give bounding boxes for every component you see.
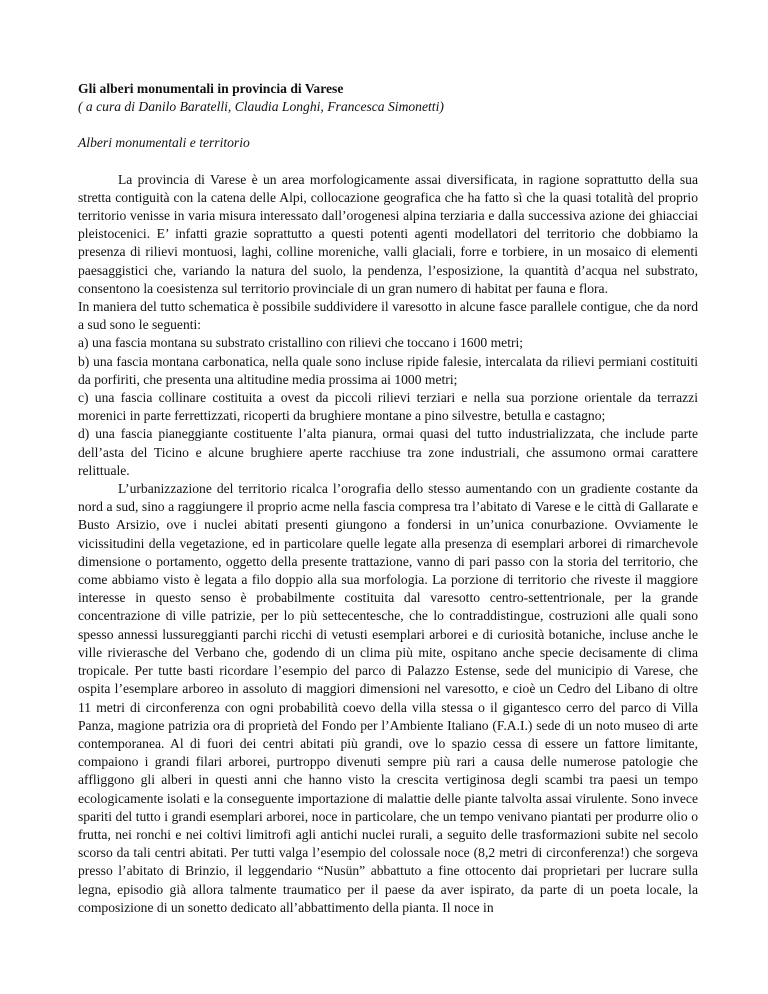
- paragraph-urbanization: L’urbanizzazione del territorio ricalca l’orografia dello stesso aumentando con un gradiente costante da nord a sud, sino a raggiungere il proprio acme nella fascia compresa tra l’abitato di Varese e le città di Gallarate e Busto Arsizio, ove i nuclei abitati presenti giungono a fondersi in un’unica conurbazione. Ovviamente le vicissitudini della vegetazione, ed in particolare quelle legate alla presenza di esemplari arborei di rimarchevole dimensione o portamento, oggetto della presente trattazione, vanno di pari passo con la storia del territorio, che come abbiamo visto è legata a filo doppio alla sua morfologia. La porzione di territorio che riveste il maggiore interesse in questo senso è probabilmente costituita dal varesotto centro-settentrionale, per la grande concentrazione di ville patrizie, per lo più settecentesche, che lo contraddistingue, costruzioni alle quali sono spesso annessi lussureggianti parchi ricchi di vetusti esemplari arborei e di curiosità botaniche, incluse anche le ville rivierasche del Verbano che, godendo di un clima più mite, ospitano anche specie decisamente di clima tropicale. Per tutte basti ricordare l’esempio del parco di Palazzo Estense, sede del municipio di Varese, che ospita l’esemplare arboreo in assoluto di maggiori dimensioni nel varesotto, e cioè un Cedro del Libano di oltre 11 metri di circonferenza con ogni probabilità coevo della villa stessa o il gigantesco cerro del parco di Villa Panza, magione patrizia ora di proprietà del Fondo per l’Ambiente Italiano (F.A.I.) sede di un noto museo di arte contemporanea. Al di fuori dei centri abitati più grandi, ove lo spazio cessa di essere un fattore limitante, compaiono i grandi filari arborei, purtroppo divenuti sempre più rari a causa delle numerose patologie che affliggono gli alberi in questi anni che hanno visto la crescita vertiginosa degli scambi tra paesi un tempo ecologicamente isolati e la conseguente importazione di malattie delle piante talvolta assai virulente. Sono invece spariti del tutto i grandi esemplari arborei, noce in particolare, che un tempo venivano piantati per produrre olio o frutta, nei ronchi e nei coltivi limitrofi agli antichi nuclei rurali, a seguito delle trasformazioni subite nel secolo scorso da tali centri abitati. Per tutti valga l’esempio del colossale noce (8,2 metri di circonferenza!) che sorgeva presso l’abitato di Brinzio, il leggendario “Nusün” abbattuto a fine ottocento dai proprietari per lucrare sulla legna, episodio già allora talmente traumatico per il paese da aver ispirato, da parte di un poeta locale, la composizione di un sonetto dedicato all’abbattimento della pianta. Il noce in: [78, 481, 698, 915]
- list-item-c: c) una fascia collinare costituita a ovest da piccoli rilievi terziari e nella sua porzione orientale da terrazzi morenici in parte ferrettizzati, ricoperti da brughiere montane a pino silvestre, betulla e castagno;: [78, 390, 698, 424]
- document-page: [78, 80, 698, 917]
- paragraph-zones-intro: In maniera del tutto schematica è possibile suddividere il varesotto in alcune fasce parallele contigue, che da nord a sud sono le seguenti:: [78, 299, 698, 333]
- list-item-b: b) una fascia montana carbonatica, nella quale sono incluse ripide falesie, intercalata da rilievi permiani costituiti da porfiriti, che presenta una altitudine media prossima ai 1000 metri;: [78, 353, 698, 387]
- section-heading: Alberi monumentali e territorio: [78, 135, 250, 151]
- document-title: Gli alberi monumentali in provincia di Varese: [78, 81, 344, 96]
- list-item-a: a) una fascia montana su substrato cristallino con rilievi che toccano i 1600 metri;: [78, 335, 524, 351]
- paragraph-intro: La provincia di Varese è un area morfologicamente assai diversificata, in ragione soprattutto della sua stretta contiguità con la catena delle Alpi, collocazione geografica che ha fatto sì che la quasi totalità del proprio territorio venisse in varia misura interessato dall’orogenesi alpina terziaria e dalla successiva azione dei ghiacciai pleistocenici. E’ infatti grazie soprattutto a questi potenti agenti modellatori del territorio che dobbiamo la presenza di rilievi montuosi, laghi, colline moreniche, valli glaciali, forre e torbiere, in un mosaico di elementi paesaggistici che, variando la natura del suolo, la pendenza, l’esposizione, la quantità d’acqua nel substrato, consentono la coesistenza sul territorio provinciale di un gran numero di habitat per fauna e flora.: [78, 171, 698, 296]
- list-item-d: d) una fascia pianeggiante costituente l’alta pianura, ormai quasi del tutto industrializzata, che include parte dell’asta del Ticino e alcune brughiere aperte racchiuse tra zone industriali, che assumono ormai carattere relittuale.: [78, 426, 698, 478]
- document-authors: ( a cura di Danilo Baratelli, Claudia Longhi, Francesca Simonetti): [78, 99, 444, 115]
